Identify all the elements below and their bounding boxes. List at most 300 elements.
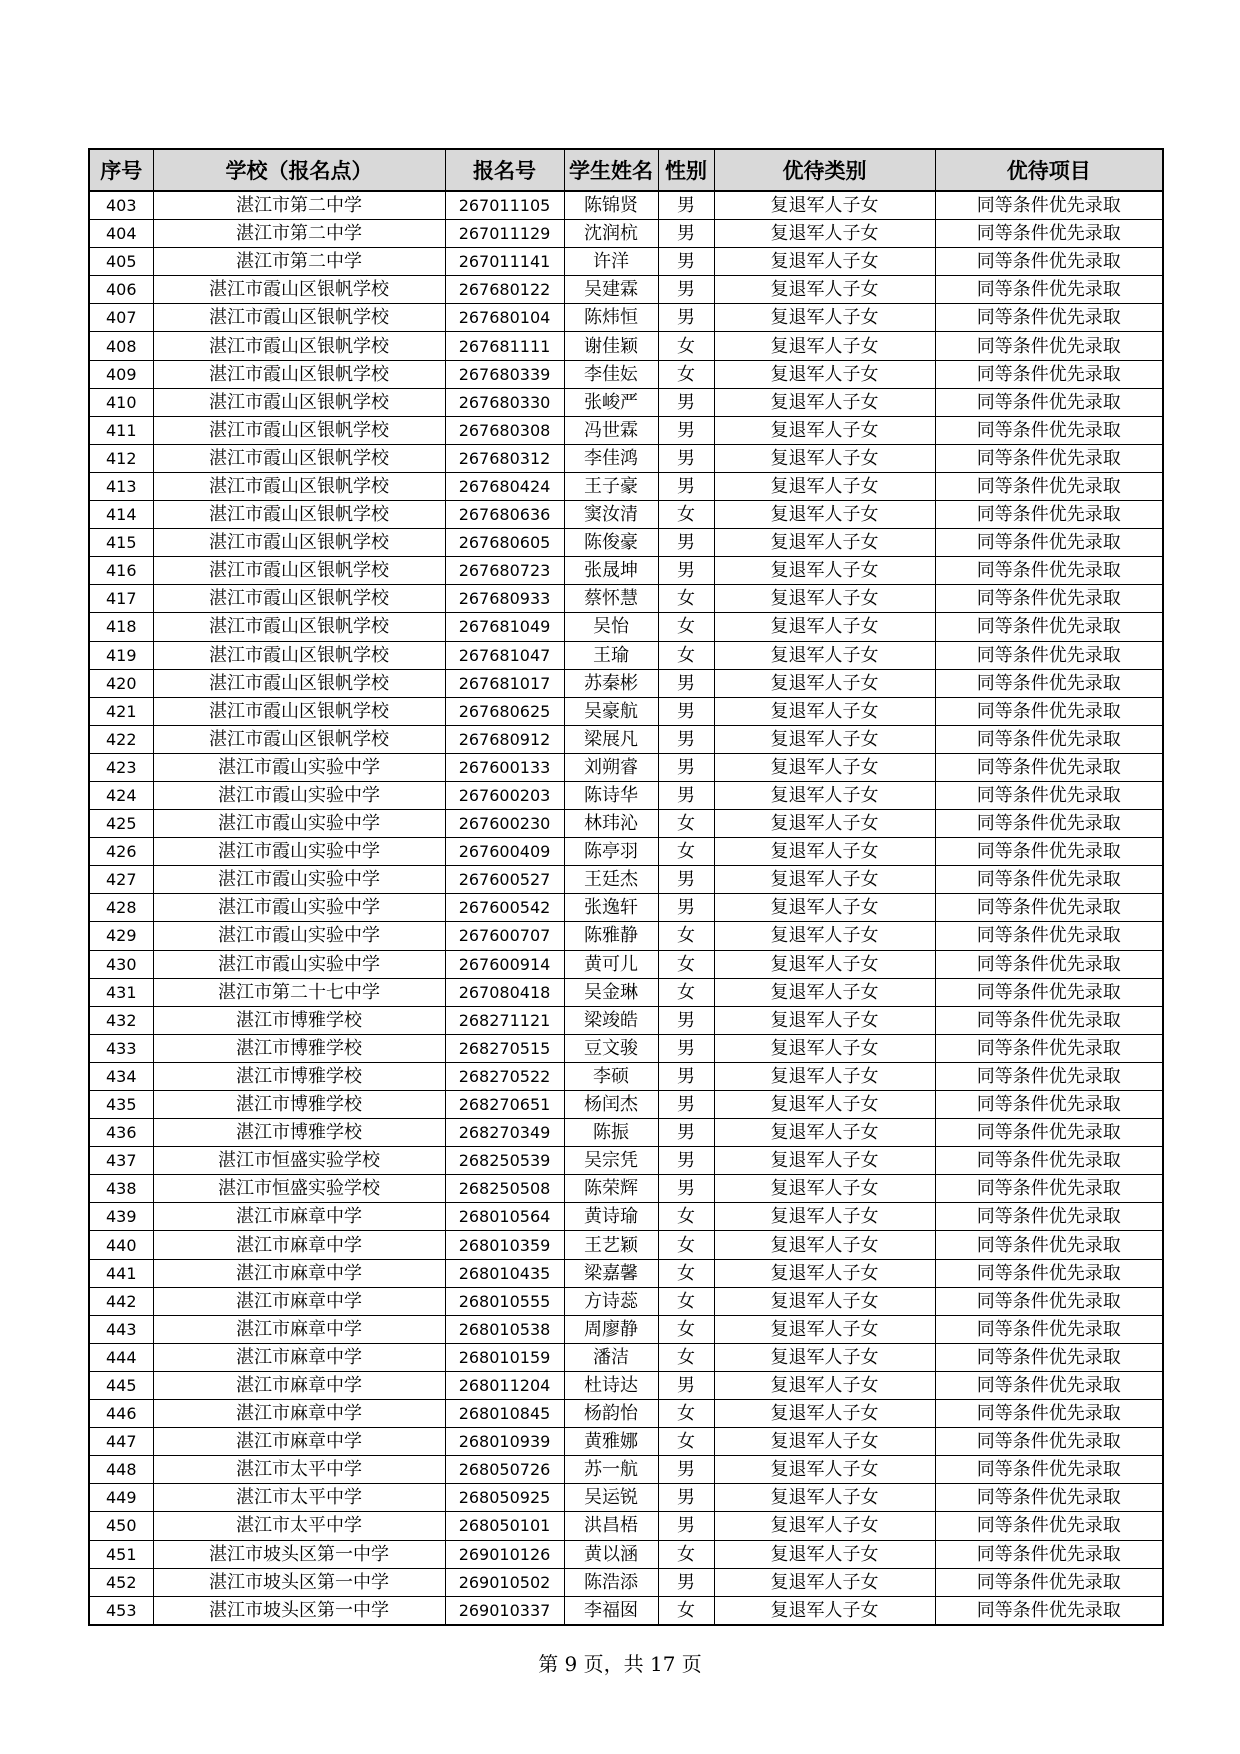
cell-priority-item: 同等条件优先录取 <box>935 1259 1163 1287</box>
cell-index: 436 <box>89 1119 153 1147</box>
cell-school: 湛江市霞山区银帆学校 <box>153 444 445 472</box>
cell-registration-number: 267681111 <box>445 332 564 360</box>
header-index: 序号 <box>89 149 153 191</box>
cell-priority-category: 复退军人子女 <box>714 501 935 529</box>
cell-student-name: 陈亭羽 <box>564 838 658 866</box>
cell-priority-category: 复退军人子女 <box>714 1400 935 1428</box>
cell-priority-category: 复退军人子女 <box>714 332 935 360</box>
cell-student-name: 陈炜恒 <box>564 304 658 332</box>
table-row <box>89 220 1163 248</box>
cell-index: 411 <box>89 416 153 444</box>
table-row <box>89 641 1163 669</box>
cell-gender: 女 <box>658 585 714 613</box>
cell-school: 湛江市霞山区银帆学校 <box>153 276 445 304</box>
cell-priority-category: 复退军人子女 <box>714 1231 935 1259</box>
header-school: 学校（报名点） <box>153 149 445 191</box>
cell-index: 439 <box>89 1203 153 1231</box>
cell-priority-category: 复退军人子女 <box>714 1484 935 1512</box>
cell-priority-category: 复退军人子女 <box>714 529 935 557</box>
cell-registration-number: 268270522 <box>445 1062 564 1090</box>
cell-gender: 女 <box>658 1343 714 1371</box>
cell-priority-category: 复退军人子女 <box>714 866 935 894</box>
cell-student-name: 李硕 <box>564 1062 658 1090</box>
cell-priority-category: 复退军人子女 <box>714 613 935 641</box>
cell-priority-category: 复退军人子女 <box>714 838 935 866</box>
cell-school: 湛江市霞山实验中学 <box>153 894 445 922</box>
cell-gender: 男 <box>658 557 714 585</box>
cell-student-name: 梁竣皓 <box>564 1006 658 1034</box>
cell-registration-number: 267600409 <box>445 838 564 866</box>
cell-priority-item: 同等条件优先录取 <box>935 725 1163 753</box>
cell-gender: 男 <box>658 388 714 416</box>
cell-student-name: 许洋 <box>564 248 658 276</box>
cell-priority-item: 同等条件优先录取 <box>935 248 1163 276</box>
cell-registration-number: 268250539 <box>445 1147 564 1175</box>
table-row <box>89 978 1163 1006</box>
cell-gender: 男 <box>658 1147 714 1175</box>
cell-registration-number: 268050925 <box>445 1484 564 1512</box>
cell-registration-number: 267600230 <box>445 810 564 838</box>
cell-student-name: 陈荣辉 <box>564 1175 658 1203</box>
cell-priority-category: 复退军人子女 <box>714 697 935 725</box>
cell-student-name: 陈锦贤 <box>564 191 658 220</box>
cell-school: 湛江市坡头区第一中学 <box>153 1596 445 1625</box>
cell-registration-number: 268270651 <box>445 1091 564 1119</box>
cell-school: 湛江市麻章中学 <box>153 1231 445 1259</box>
cell-gender: 男 <box>658 1034 714 1062</box>
cell-priority-category: 复退军人子女 <box>714 1091 935 1119</box>
cell-index: 453 <box>89 1596 153 1625</box>
table-row <box>89 444 1163 472</box>
cell-registration-number: 267681049 <box>445 613 564 641</box>
cell-school: 湛江市麻章中学 <box>153 1315 445 1343</box>
cell-school: 湛江市霞山实验中学 <box>153 753 445 781</box>
cell-school: 湛江市霞山区银帆学校 <box>153 585 445 613</box>
cell-student-name: 刘朔睿 <box>564 753 658 781</box>
cell-student-name: 洪昌梧 <box>564 1512 658 1540</box>
cell-index: 418 <box>89 613 153 641</box>
cell-student-name: 谢佳颖 <box>564 332 658 360</box>
table-row <box>89 1540 1163 1568</box>
cell-registration-number: 268011204 <box>445 1371 564 1399</box>
cell-priority-item: 同等条件优先录取 <box>935 1371 1163 1399</box>
cell-school: 湛江市博雅学校 <box>153 1062 445 1090</box>
cell-index: 449 <box>89 1484 153 1512</box>
table-row <box>89 922 1163 950</box>
cell-registration-number: 267600914 <box>445 950 564 978</box>
header-gender: 性别 <box>658 149 714 191</box>
cell-priority-item: 同等条件优先录取 <box>935 416 1163 444</box>
cell-priority-item: 同等条件优先录取 <box>935 1400 1163 1428</box>
cell-registration-number: 267680933 <box>445 585 564 613</box>
cell-priority-category: 复退军人子女 <box>714 950 935 978</box>
cell-priority-category: 复退军人子女 <box>714 1287 935 1315</box>
cell-priority-item: 同等条件优先录取 <box>935 950 1163 978</box>
cell-gender: 男 <box>658 529 714 557</box>
cell-student-name: 陈浩添 <box>564 1568 658 1596</box>
cell-priority-item: 同等条件优先录取 <box>935 1568 1163 1596</box>
cell-priority-item: 同等条件优先录取 <box>935 1596 1163 1625</box>
cell-gender: 男 <box>658 1512 714 1540</box>
table-row <box>89 753 1163 781</box>
cell-priority-item: 同等条件优先录取 <box>935 1343 1163 1371</box>
cell-gender: 男 <box>658 1484 714 1512</box>
cell-priority-item: 同等条件优先录取 <box>935 613 1163 641</box>
cell-registration-number: 268270515 <box>445 1034 564 1062</box>
cell-priority-item: 同等条件优先录取 <box>935 1456 1163 1484</box>
cell-priority-item: 同等条件优先录取 <box>935 472 1163 500</box>
table-row <box>89 866 1163 894</box>
cell-priority-category: 复退军人子女 <box>714 1034 935 1062</box>
cell-registration-number: 267680308 <box>445 416 564 444</box>
cell-gender: 男 <box>658 444 714 472</box>
cell-gender: 女 <box>658 922 714 950</box>
cell-registration-number: 267680912 <box>445 725 564 753</box>
table-row <box>89 669 1163 697</box>
cell-gender: 男 <box>658 669 714 697</box>
cell-registration-number: 267680339 <box>445 360 564 388</box>
cell-priority-category: 复退军人子女 <box>714 444 935 472</box>
cell-priority-item: 同等条件优先录取 <box>935 753 1163 781</box>
cell-priority-item: 同等条件优先录取 <box>935 557 1163 585</box>
cell-index: 407 <box>89 304 153 332</box>
cell-priority-category: 复退军人子女 <box>714 922 935 950</box>
cell-priority-item: 同等条件优先录取 <box>935 1034 1163 1062</box>
cell-student-name: 张晟坤 <box>564 557 658 585</box>
cell-index: 417 <box>89 585 153 613</box>
cell-priority-category: 复退军人子女 <box>714 1456 935 1484</box>
cell-student-name: 李福囡 <box>564 1596 658 1625</box>
cell-school: 湛江市霞山区银帆学校 <box>153 472 445 500</box>
cell-index: 408 <box>89 332 153 360</box>
cell-priority-category: 复退军人子女 <box>714 472 935 500</box>
table-row <box>89 613 1163 641</box>
table-row <box>89 1512 1163 1540</box>
cell-index: 405 <box>89 248 153 276</box>
cell-priority-item: 同等条件优先录取 <box>935 1315 1163 1343</box>
cell-student-name: 黄雅娜 <box>564 1428 658 1456</box>
table-row <box>89 1456 1163 1484</box>
cell-school: 湛江市坡头区第一中学 <box>153 1540 445 1568</box>
cell-priority-item: 同等条件优先录取 <box>935 1540 1163 1568</box>
cell-index: 429 <box>89 922 153 950</box>
cell-registration-number: 267600527 <box>445 866 564 894</box>
table-row <box>89 781 1163 809</box>
cell-registration-number: 268270349 <box>445 1119 564 1147</box>
header-row <box>89 149 1163 191</box>
cell-gender: 女 <box>658 1596 714 1625</box>
cell-school: 湛江市麻章中学 <box>153 1371 445 1399</box>
cell-student-name: 吴金琳 <box>564 978 658 1006</box>
cell-gender: 女 <box>658 978 714 1006</box>
cell-priority-item: 同等条件优先录取 <box>935 1287 1163 1315</box>
cell-registration-number: 268271121 <box>445 1006 564 1034</box>
cell-registration-number: 268010359 <box>445 1231 564 1259</box>
cell-school: 湛江市太平中学 <box>153 1512 445 1540</box>
cell-student-name: 窦汝清 <box>564 501 658 529</box>
cell-school: 湛江市霞山实验中学 <box>153 950 445 978</box>
cell-priority-item: 同等条件优先录取 <box>935 922 1163 950</box>
cell-gender: 女 <box>658 1428 714 1456</box>
cell-priority-category: 复退军人子女 <box>714 276 935 304</box>
cell-priority-category: 复退军人子女 <box>714 1596 935 1625</box>
cell-priority-category: 复退军人子女 <box>714 388 935 416</box>
cell-student-name: 梁嘉馨 <box>564 1259 658 1287</box>
cell-student-name: 蔡怀慧 <box>564 585 658 613</box>
table-row <box>89 1371 1163 1399</box>
cell-index: 412 <box>89 444 153 472</box>
cell-priority-category: 复退军人子女 <box>714 725 935 753</box>
cell-school: 湛江市博雅学校 <box>153 1091 445 1119</box>
cell-school: 湛江市麻章中学 <box>153 1343 445 1371</box>
cell-school: 湛江市霞山区银帆学校 <box>153 501 445 529</box>
cell-school: 湛江市霞山区银帆学校 <box>153 360 445 388</box>
cell-registration-number: 267600133 <box>445 753 564 781</box>
cell-index: 424 <box>89 781 153 809</box>
cell-index: 404 <box>89 220 153 248</box>
cell-priority-category: 复退军人子女 <box>714 1203 935 1231</box>
cell-index: 428 <box>89 894 153 922</box>
cell-gender: 男 <box>658 248 714 276</box>
cell-registration-number: 269010502 <box>445 1568 564 1596</box>
cell-registration-number: 267681017 <box>445 669 564 697</box>
cell-index: 423 <box>89 753 153 781</box>
cell-priority-item: 同等条件优先录取 <box>935 1484 1163 1512</box>
cell-priority-item: 同等条件优先录取 <box>935 444 1163 472</box>
cell-priority-item: 同等条件优先录取 <box>935 360 1163 388</box>
cell-gender: 男 <box>658 1456 714 1484</box>
cell-gender: 男 <box>658 191 714 220</box>
cell-priority-category: 复退军人子女 <box>714 1062 935 1090</box>
cell-index: 427 <box>89 866 153 894</box>
cell-student-name: 潘洁 <box>564 1343 658 1371</box>
cell-school: 湛江市第二中学 <box>153 248 445 276</box>
table-row <box>89 1287 1163 1315</box>
table-row <box>89 276 1163 304</box>
cell-school: 湛江市第二中学 <box>153 191 445 220</box>
cell-gender: 男 <box>658 1371 714 1399</box>
table-header <box>89 149 1163 191</box>
cell-priority-category: 复退军人子女 <box>714 557 935 585</box>
cell-student-name: 陈振 <box>564 1119 658 1147</box>
cell-index: 447 <box>89 1428 153 1456</box>
cell-index: 451 <box>89 1540 153 1568</box>
cell-school: 湛江市霞山区银帆学校 <box>153 416 445 444</box>
cell-registration-number: 268010564 <box>445 1203 564 1231</box>
cell-index: 421 <box>89 697 153 725</box>
cell-school: 湛江市坡头区第一中学 <box>153 1568 445 1596</box>
cell-priority-item: 同等条件优先录取 <box>935 1147 1163 1175</box>
cell-school: 湛江市霞山实验中学 <box>153 922 445 950</box>
cell-index: 410 <box>89 388 153 416</box>
cell-student-name: 王艺颖 <box>564 1231 658 1259</box>
cell-registration-number: 267080418 <box>445 978 564 1006</box>
cell-registration-number: 269010337 <box>445 1596 564 1625</box>
cell-gender: 男 <box>658 866 714 894</box>
cell-school: 湛江市太平中学 <box>153 1484 445 1512</box>
cell-student-name: 苏秦彬 <box>564 669 658 697</box>
table-row <box>89 1400 1163 1428</box>
cell-student-name: 张峻严 <box>564 388 658 416</box>
cell-student-name: 杨闰杰 <box>564 1091 658 1119</box>
cell-gender: 女 <box>658 1400 714 1428</box>
cell-registration-number: 268010159 <box>445 1343 564 1371</box>
cell-registration-number: 268010555 <box>445 1287 564 1315</box>
cell-student-name: 陈俊豪 <box>564 529 658 557</box>
cell-student-name: 王瑜 <box>564 641 658 669</box>
cell-priority-item: 同等条件优先录取 <box>935 332 1163 360</box>
cell-index: 416 <box>89 557 153 585</box>
cell-gender: 女 <box>658 1287 714 1315</box>
cell-school: 湛江市霞山实验中学 <box>153 838 445 866</box>
table-row <box>89 1034 1163 1062</box>
cell-student-name: 周廖静 <box>564 1315 658 1343</box>
cell-priority-category: 复退军人子女 <box>714 1428 935 1456</box>
cell-priority-item: 同等条件优先录取 <box>935 838 1163 866</box>
cell-priority-category: 复退军人子女 <box>714 1540 935 1568</box>
table-row <box>89 1484 1163 1512</box>
cell-priority-item: 同等条件优先录取 <box>935 501 1163 529</box>
cell-priority-item: 同等条件优先录取 <box>935 1175 1163 1203</box>
cell-gender: 女 <box>658 1540 714 1568</box>
cell-priority-category: 复退军人子女 <box>714 360 935 388</box>
header-student-name: 学生姓名 <box>564 149 658 191</box>
cell-school: 湛江市霞山实验中学 <box>153 810 445 838</box>
cell-gender: 男 <box>658 1175 714 1203</box>
cell-priority-item: 同等条件优先录取 <box>935 276 1163 304</box>
cell-registration-number: 267011105 <box>445 191 564 220</box>
cell-priority-category: 复退军人子女 <box>714 753 935 781</box>
table-row <box>89 472 1163 500</box>
cell-priority-category: 复退军人子女 <box>714 810 935 838</box>
cell-index: 440 <box>89 1231 153 1259</box>
cell-gender: 男 <box>658 220 714 248</box>
table-row <box>89 1428 1163 1456</box>
cell-student-name: 豆文骏 <box>564 1034 658 1062</box>
cell-school: 湛江市霞山区银帆学校 <box>153 669 445 697</box>
cell-priority-item: 同等条件优先录取 <box>935 641 1163 669</box>
cell-priority-item: 同等条件优先录取 <box>935 585 1163 613</box>
cell-gender: 女 <box>658 1203 714 1231</box>
cell-gender: 女 <box>658 1315 714 1343</box>
table-row <box>89 1175 1163 1203</box>
table-row <box>89 304 1163 332</box>
cell-student-name: 吴豪航 <box>564 697 658 725</box>
cell-priority-category: 复退军人子女 <box>714 781 935 809</box>
cell-student-name: 吴怡 <box>564 613 658 641</box>
cell-priority-item: 同等条件优先录取 <box>935 1428 1163 1456</box>
cell-school: 湛江市麻章中学 <box>153 1287 445 1315</box>
cell-index: 443 <box>89 1315 153 1343</box>
cell-gender: 男 <box>658 1119 714 1147</box>
cell-priority-category: 复退军人子女 <box>714 1006 935 1034</box>
cell-priority-category: 复退军人子女 <box>714 1568 935 1596</box>
cell-school: 湛江市恒盛实验学校 <box>153 1175 445 1203</box>
cell-index: 406 <box>89 276 153 304</box>
cell-priority-item: 同等条件优先录取 <box>935 1512 1163 1540</box>
table-row <box>89 1568 1163 1596</box>
cell-registration-number: 267600707 <box>445 922 564 950</box>
cell-school: 湛江市博雅学校 <box>153 1034 445 1062</box>
cell-priority-category: 复退军人子女 <box>714 1512 935 1540</box>
cell-registration-number: 268010845 <box>445 1400 564 1428</box>
priority-admission-table-container <box>88 148 1162 1626</box>
cell-priority-item: 同等条件优先录取 <box>935 304 1163 332</box>
cell-index: 414 <box>89 501 153 529</box>
table-row <box>89 191 1163 220</box>
cell-gender: 女 <box>658 950 714 978</box>
cell-school: 湛江市霞山区银帆学校 <box>153 388 445 416</box>
cell-priority-category: 复退军人子女 <box>714 191 935 220</box>
cell-index: 415 <box>89 529 153 557</box>
cell-gender: 女 <box>658 838 714 866</box>
table-row <box>89 557 1163 585</box>
cell-index: 420 <box>89 669 153 697</box>
cell-index: 403 <box>89 191 153 220</box>
cell-gender: 男 <box>658 753 714 781</box>
cell-priority-category: 复退军人子女 <box>714 894 935 922</box>
cell-priority-category: 复退军人子女 <box>714 220 935 248</box>
cell-index: 450 <box>89 1512 153 1540</box>
cell-priority-item: 同等条件优先录取 <box>935 697 1163 725</box>
table-row <box>89 725 1163 753</box>
cell-priority-category: 复退军人子女 <box>714 1147 935 1175</box>
cell-priority-category: 复退军人子女 <box>714 585 935 613</box>
priority-admission-table <box>88 148 1164 1626</box>
cell-index: 437 <box>89 1147 153 1175</box>
cell-school: 湛江市麻章中学 <box>153 1203 445 1231</box>
cell-registration-number: 267680723 <box>445 557 564 585</box>
cell-registration-number: 267600542 <box>445 894 564 922</box>
table-row <box>89 1091 1163 1119</box>
cell-priority-category: 复退军人子女 <box>714 1315 935 1343</box>
cell-priority-item: 同等条件优先录取 <box>935 866 1163 894</box>
cell-priority-category: 复退军人子女 <box>714 641 935 669</box>
cell-registration-number: 268050726 <box>445 1456 564 1484</box>
cell-student-name: 李佳妘 <box>564 360 658 388</box>
cell-priority-item: 同等条件优先录取 <box>935 1062 1163 1090</box>
cell-school: 湛江市第二中学 <box>153 220 445 248</box>
cell-student-name: 王廷杰 <box>564 866 658 894</box>
cell-priority-category: 复退军人子女 <box>714 304 935 332</box>
table-row <box>89 1259 1163 1287</box>
cell-registration-number: 267680312 <box>445 444 564 472</box>
cell-school: 湛江市霞山区银帆学校 <box>153 304 445 332</box>
cell-gender: 男 <box>658 416 714 444</box>
cell-school: 湛江市霞山区银帆学校 <box>153 557 445 585</box>
table-row <box>89 1231 1163 1259</box>
table-body <box>89 191 1163 1625</box>
cell-priority-category: 复退军人子女 <box>714 1259 935 1287</box>
cell-gender: 男 <box>658 1062 714 1090</box>
table-row <box>89 1203 1163 1231</box>
cell-school: 湛江市博雅学校 <box>153 1119 445 1147</box>
cell-gender: 女 <box>658 613 714 641</box>
cell-priority-category: 复退军人子女 <box>714 978 935 1006</box>
cell-student-name: 张逸轩 <box>564 894 658 922</box>
cell-priority-item: 同等条件优先录取 <box>935 1231 1163 1259</box>
cell-priority-item: 同等条件优先录取 <box>935 220 1163 248</box>
cell-school: 湛江市麻章中学 <box>153 1400 445 1428</box>
cell-student-name: 方诗蕊 <box>564 1287 658 1315</box>
cell-student-name: 杜诗达 <box>564 1371 658 1399</box>
page-footer: 第 9 页，共 17 页 <box>538 1652 702 1676</box>
table-row <box>89 388 1163 416</box>
cell-student-name: 李佳鸿 <box>564 444 658 472</box>
cell-registration-number: 267680605 <box>445 529 564 557</box>
cell-student-name: 黄可儿 <box>564 950 658 978</box>
cell-index: 409 <box>89 360 153 388</box>
